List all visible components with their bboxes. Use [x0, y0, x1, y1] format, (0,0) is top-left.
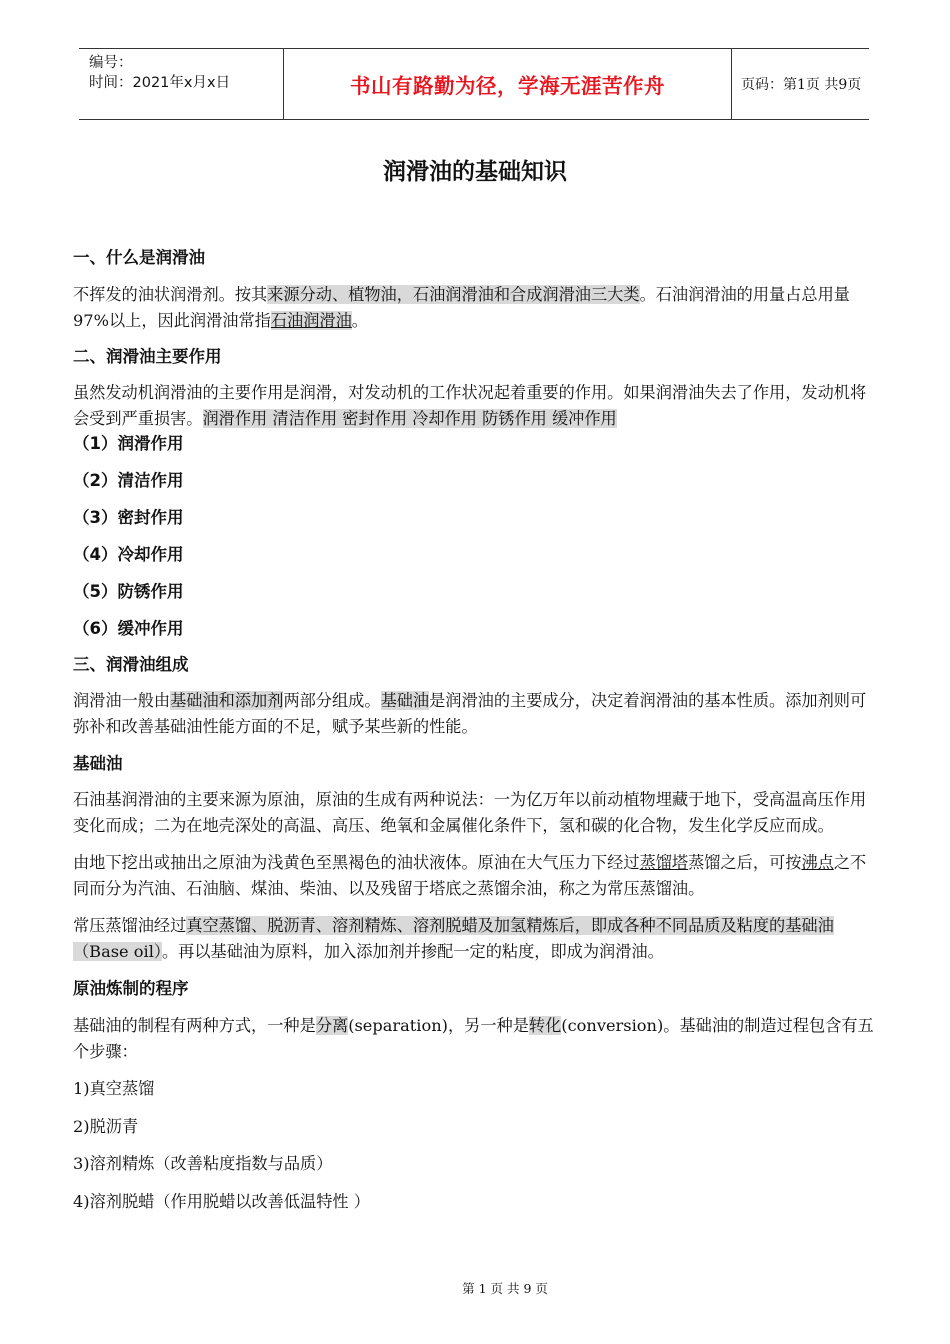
- section-heading: 一、什么是润滑油: [73, 248, 205, 267]
- document-title: 润滑油的基础知识: [383, 159, 567, 185]
- highlight: 基础油: [380, 691, 430, 710]
- list-item: 2)脱沥青: [73, 1116, 139, 1136]
- paragraph: 石油基润滑油的主要来源为原油，原油的生成有两种说法：一为亿万年以前动植物埋藏于地下，受高温高压作用变化而成；二为在地壳深处的高温、高压、绝氧和金属催化条件下，氢和碳的化合物，发生化学反应而成。: [73, 790, 867, 835]
- highlight: 来源分动、植物油，石油润滑油和合成润滑油三大类: [267, 285, 640, 304]
- highlight: 基础油和添加剂: [170, 691, 284, 710]
- paragraph: 润滑油一般由基础油和添加剂两部分组成。基础油是润滑油的主要成分，决定着润滑油的基本性质。添加剂则可弥补和改善基础油性能方面的不足，赋予某些新的性能。: [73, 691, 867, 736]
- time-label: 时间：2021年x月x日: [89, 75, 231, 91]
- paragraph: 由地下挖出或抽出之原油为浅黄色至黑褐色的油状液体。原油在大气压力下经过蒸馏塔蒸馏之后，可按沸点之不同而分为汽油、石油脑、煤油、柴油、以及残留于塔底之蒸馏余油，称之为常压蒸馏油。: [73, 853, 867, 898]
- highlight: 分离: [315, 1016, 349, 1035]
- document-body: [73, 245, 881, 1214]
- section-heading: 原油炼制的程序: [73, 979, 189, 998]
- list-item: （3）密封作用: [73, 508, 184, 527]
- underlined-term: 沸点: [801, 853, 834, 872]
- highlight: 石油润滑油: [270, 310, 352, 330]
- list-item: （6）缓冲作用: [73, 619, 184, 638]
- list-item: （4）冷却作用: [73, 545, 184, 564]
- section-heading: 三、润滑油组成: [73, 655, 189, 674]
- underlined-term: 蒸馏塔: [639, 853, 689, 872]
- list-item: （5）防锈作用: [73, 582, 184, 601]
- highlight: 转化: [528, 1016, 562, 1035]
- list-item: （1）润滑作用: [73, 434, 184, 453]
- paragraph: 基础油的制程有两种方式，一种是分离(separation)，另一种是转化(conversion)。基础油的制造过程包含有五个步骤：: [73, 1016, 874, 1061]
- paragraph: 常压蒸馏油经过真空蒸馏、脱沥青、溶剂精炼、溶剂脱蜡及加氢精炼后，即成各种不同品质及粘度的基础油（Base oil）。再以基础油为原料，加入添加剂并掺配一定的粘度，即成为润滑油。: [73, 916, 834, 961]
- section-heading: 基础油: [73, 754, 123, 773]
- highlight: 润滑作用 清洁作用 密封作用 冷却作用 防锈作用 缓冲作用: [202, 408, 617, 428]
- list-item: 3)溶剂精炼（改善粘度指数与品质）: [73, 1154, 333, 1173]
- page-footer: 第 1 页 共 9 页: [462, 1281, 548, 1296]
- document-header: [79, 48, 869, 120]
- list-item: （2）清洁作用: [73, 471, 184, 490]
- highlight: 真空蒸馏、脱沥青、溶剂精炼、溶剂脱蜡及加氢精炼后，即成各种不同品质及粘度的基础油（Base oil）: [73, 916, 834, 961]
- paragraph: 不挥发的油状润滑剂。按其来源分动、植物油，石油润滑油和合成润滑油三大类。石油润滑油的用量占总用量97%以上，因此润滑油常指石油润滑油。: [73, 285, 850, 330]
- list-item: 1)真空蒸馏: [73, 1079, 155, 1098]
- paragraph: 虽然发动机润滑油的主要作用是润滑，对发动机的工作状况起着重要的作用。如果润滑油失去了作用，发动机将会受到严重损害。润滑作用 清洁作用 密封作用 冷却作用 防锈作用 缓冲作用: [73, 383, 867, 428]
- section-heading: 二、润滑油主要作用: [73, 347, 222, 366]
- number-label: 编号：: [89, 55, 133, 71]
- header-page-code: 页码：第1页 共9页: [741, 77, 862, 93]
- header-motto: 书山有路勤为径，学海无涯苦作舟: [283, 49, 732, 119]
- header-info: [79, 49, 283, 119]
- list-item: 4)溶剂脱蜡（作用脱蜡以改善低温特性 ）: [73, 1191, 370, 1211]
